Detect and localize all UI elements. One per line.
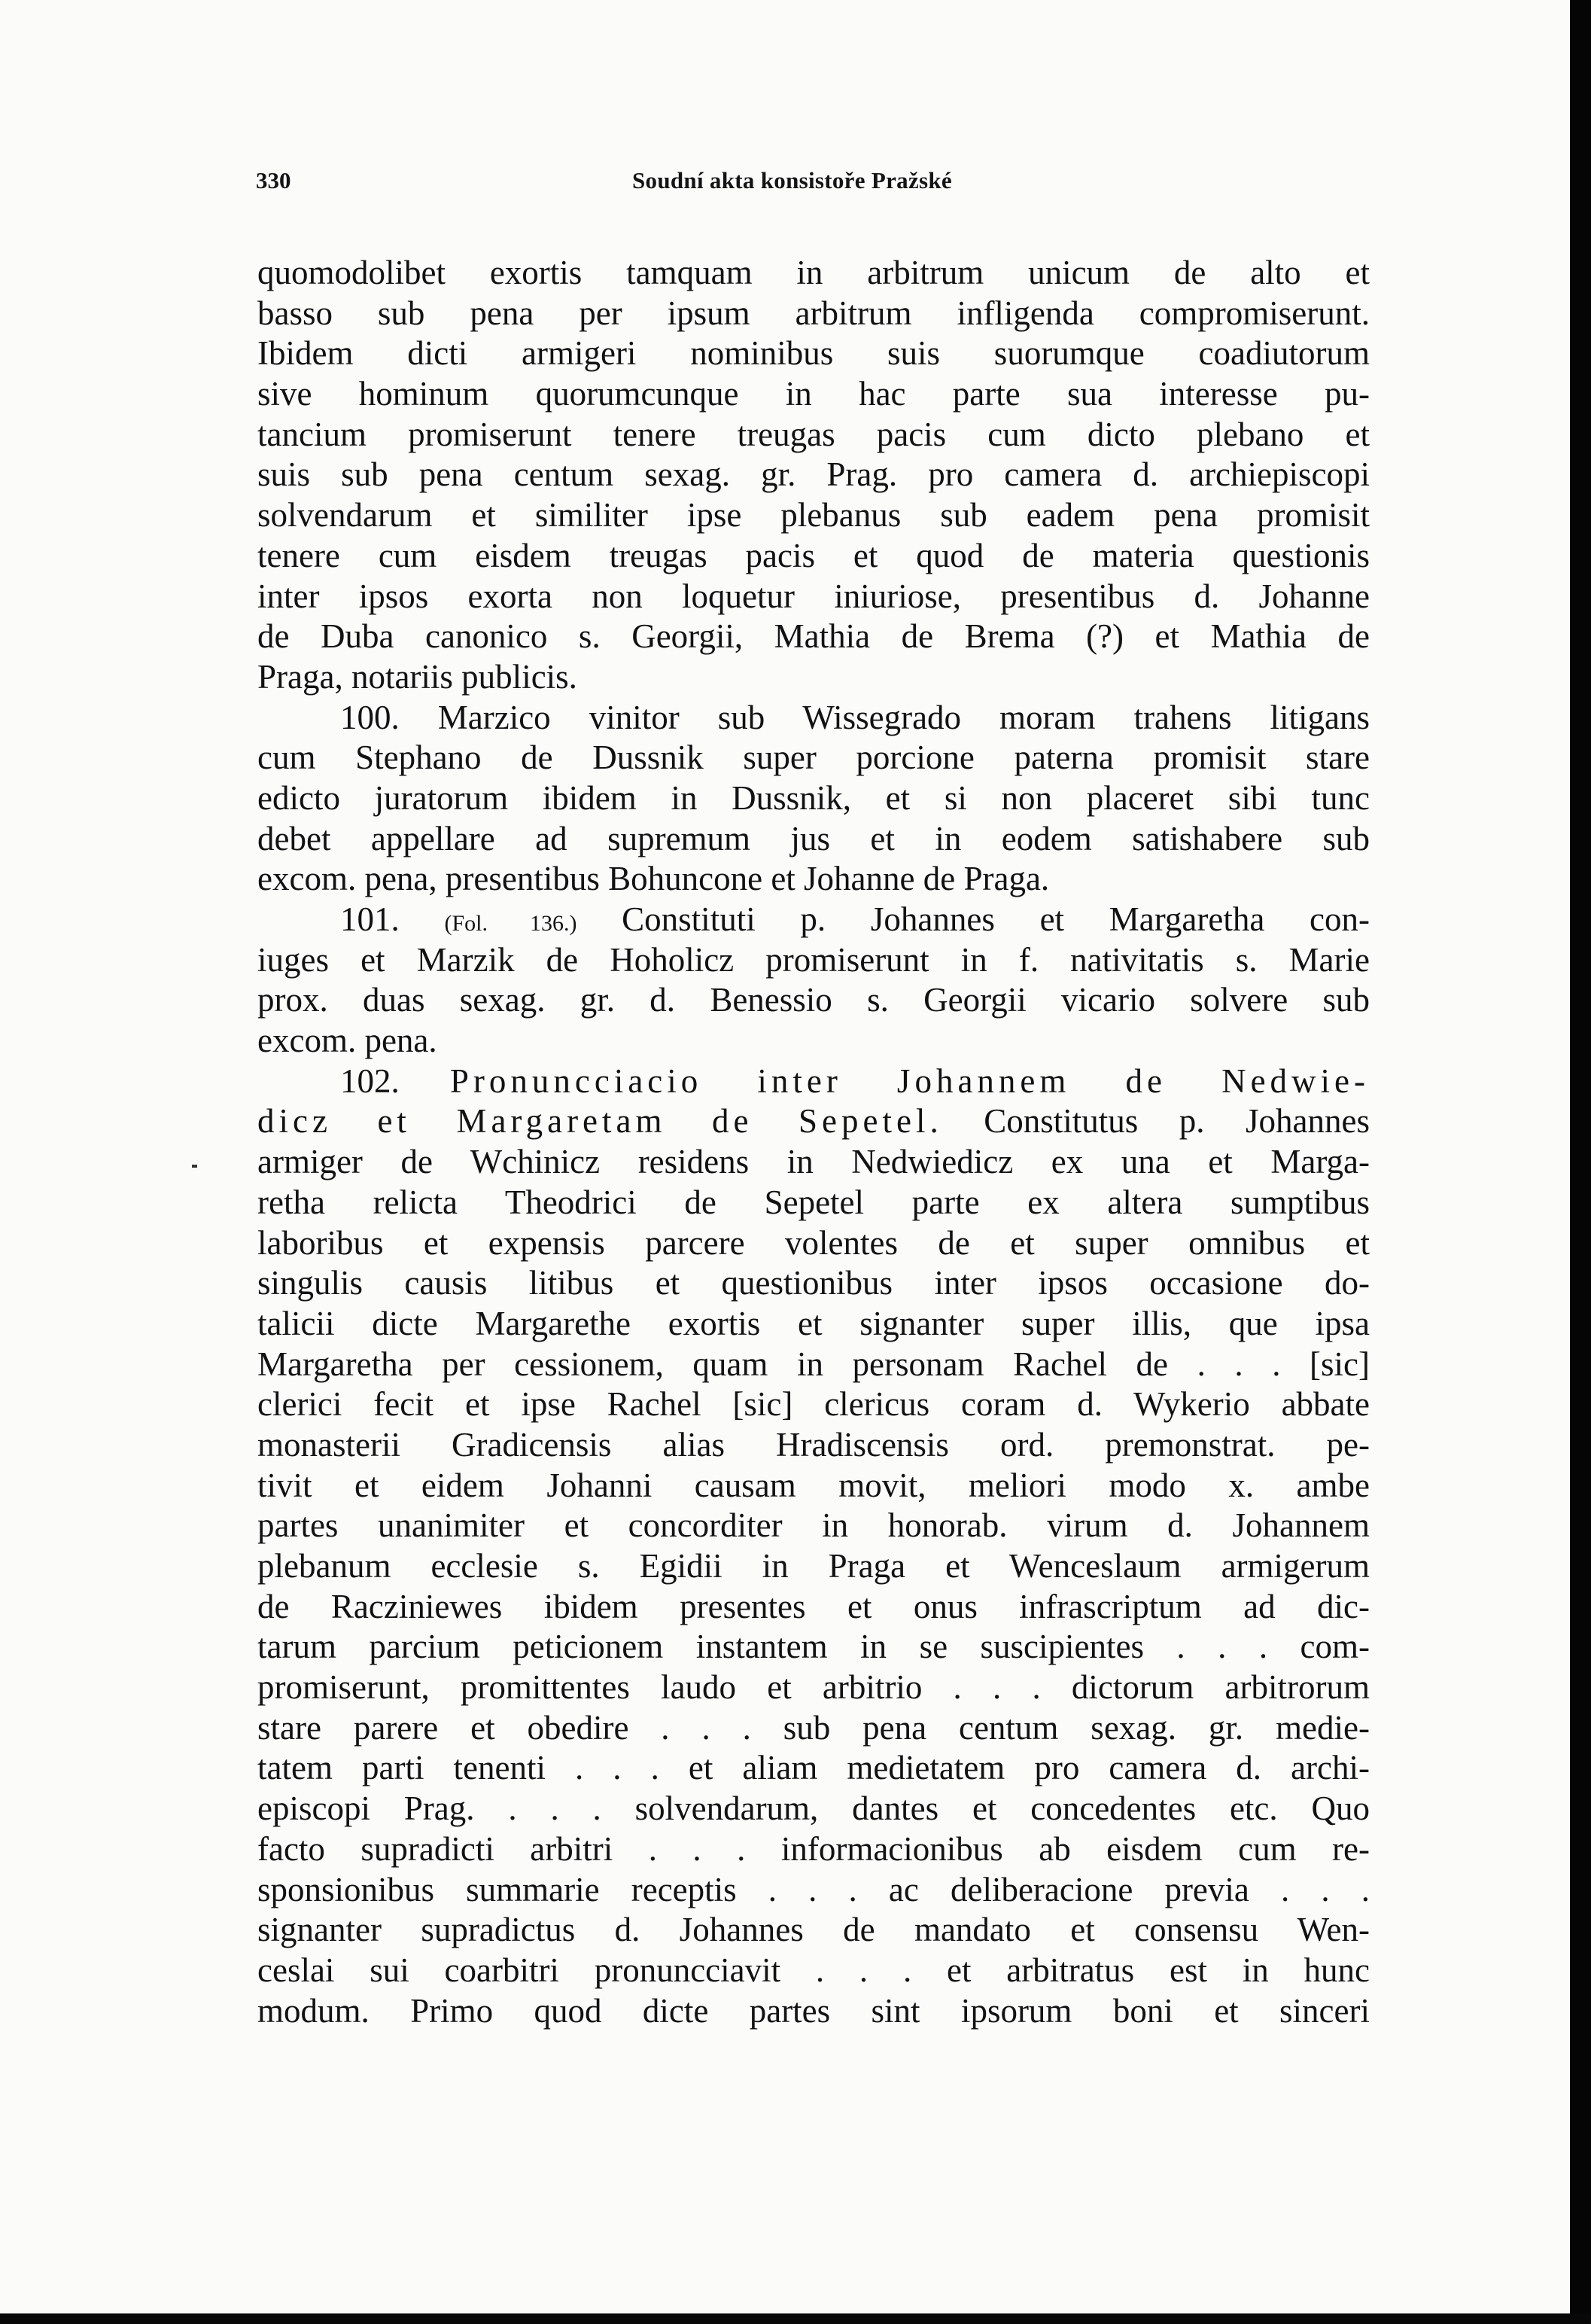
text-line: monasterii Gradicensis alias Hradiscensis ord. premonstrat. pe- [257,1425,1370,1464]
text-line: de Duba canonico s. Georgii, Mathia de Brema (?) et Mathia de [257,617,1370,656]
text-line: partes unanimiter et concorditer in honorab. virum d. Johannem [257,1506,1370,1545]
text-line: stare parere et obedire . . . sub pena centum sexag. gr. medie- [257,1708,1370,1747]
text-line: sponsionibus summarie receptis . . . ac deliberacione previa . . . [257,1870,1370,1908]
text-line: cum Stephano de Dussnik super porcione paterna promisit stare [257,739,1370,777]
text-line: laboribus et expensis parcere volentes de et super omnibus et [257,1223,1370,1262]
folio-reference: (Fol. 136.) [444,911,577,936]
text-line: prox. duas sexag. gr. d. Benessio s. Georgii vicario solvere sub [257,981,1370,1019]
margin-mark [192,1165,197,1168]
entry-number: 102. [340,1061,400,1100]
text-line: Margaretha per cessionem, quam in personam Rachel de . . . [sic] [257,1345,1370,1383]
text-line: facto supradicti arbitri . . . informacionibus ab eisdem cum re- [257,1829,1370,1868]
text-line: episcopi Prag. . . . solvendarum, dantes et concedentes etc. Quo [257,1789,1370,1828]
entry-title-continued: dicz et Margaretam de Sepetel. [257,1102,943,1141]
text-line: promiserunt, promittentes laudo et arbitrio . . . dictorum arbitrorum [257,1668,1370,1707]
text-line: plebanum ecclesie s. Egidii in Praga et Wenceslaum armigerum [257,1547,1370,1585]
text-line: clerici fecit et ipse Rachel [sic] clericus coram d. Wykerio abbate [257,1385,1370,1424]
entry-number: 101. [340,900,400,938]
text-line: talicii dicte Margarethe exortis et signanter super illis, que ipsa [257,1304,1370,1342]
text-line: suis sub pena centum sexag. gr. Prag. pro camera d. archiepiscopi [257,455,1370,494]
text-line: iuges et Marzik de Hoholicz promiserunt in f. nativitatis s. Marie [257,940,1370,979]
text-line: signanter supradictus d. Johannes de mandato et consensu Wen- [257,1911,1370,1949]
page-number: 330 [256,167,291,193]
scan-edge-right [1570,0,1591,2324]
text-line: excom. pena. [257,1022,437,1060]
text-line: edicto juratorum ibidem in Dussnik, et si non placeret sibi tunc [257,778,1370,817]
text-line: Ibidem dicti armigeri nominibus suis suorumque coadiutorum [257,334,1370,373]
text-segment: Constituti p. Johannes et Margaretha con- [622,900,1370,938]
text-line: basso sub pena per ipsum arbitrum infligenda compromiserunt. [257,294,1370,332]
paragraph-101-start [257,900,1370,940]
text-line [257,1101,1370,1142]
text-line: armiger de Wchinicz residens in Nedwiedicz ex una et Marga- [257,1143,1370,1181]
text-line: excom. pena, presentibus Bohuncone et Johanne de Praga. [257,860,1050,898]
text-line: tenere cum eisdem treugas pacis et quod de materia questionis [257,536,1370,574]
entry-title: Pronuncciacio inter Johannem de Nedwie- [449,1061,1370,1100]
page-header [256,167,1370,205]
text-line: quomodolibet exortis tamquam in arbitrum unicum de alto et [257,254,1370,291]
text-line: modum. Primo quod dicte partes sint ipsorum boni et sinceri [257,1991,1370,2030]
text-segment: Constitutus p. Johannes [984,1102,1370,1141]
text-line: sive hominum quorumcunque in hac parte sua interesse pu- [257,375,1370,413]
paragraph-100-start: 100. Marzico vinitor sub Wissegrado moram trahens litigans [340,698,1370,736]
text-line: retha relicta Theodrici de Sepetel parte ex altera sumptibus [257,1183,1370,1221]
paragraph-102-start [257,1061,1370,1102]
text-line: tatem parti tenenti . . . et aliam medietatem pro camera d. archi- [257,1749,1370,1787]
text-line: inter ipsos exorta non loquetur iniuriose, presentibus d. Johanne [257,577,1370,615]
text-line: singulis causis litibus et questionibus inter ipsos occasione do- [257,1264,1370,1302]
body-text [257,253,1370,2031]
text-line: ceslai sui coarbitri pronuncciavit . . . et arbitratus est in hunc [257,1951,1370,1989]
scan-edge-bottom [0,2313,1591,2324]
text-line: solvendarum et similiter ipse plebanus sub eadem pena promisit [257,496,1370,535]
text-line: Praga, notariis publicis. [257,657,577,696]
text-line: de Racziniewes ibidem presentes et onus infrascriptum ad dic- [257,1587,1370,1625]
text-line: tancium promiserunt tenere treugas pacis cum dicto plebano et [257,415,1370,453]
text-line: tivit et eidem Johanni causam movit, meliori modo x. ambe [257,1466,1370,1504]
text-line: debet appellare ad supremum jus et in eodem satishabere sub [257,819,1370,857]
text-line: tarum parcium peticionem instantem in se suscipientes . . . com- [257,1628,1370,1666]
running-title: Soudní akta konsistoře Pražské [632,167,952,193]
